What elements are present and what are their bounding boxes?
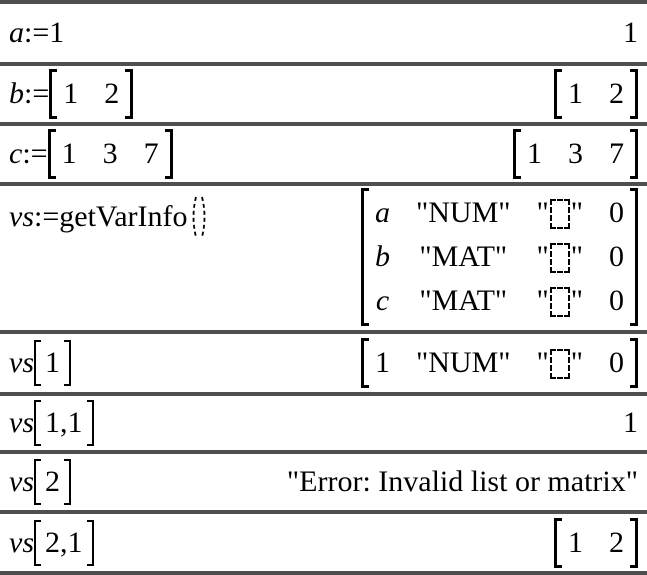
matrix-cell (609, 279, 624, 323)
variable-name: b (9, 77, 24, 110)
variable-name: c (9, 137, 23, 170)
index-value: 1,1 (45, 406, 83, 439)
matrix-bracket-right-icon (125, 69, 133, 119)
matrix-cell (416, 341, 511, 385)
history-row[interactable] (0, 396, 647, 454)
history-row[interactable] (0, 514, 647, 571)
matrix-cells (369, 188, 630, 326)
result-matrix (554, 69, 638, 119)
literal-text: 2 (104, 77, 120, 110)
matrix-bracket-right-icon (165, 129, 173, 179)
variable-name: a (375, 196, 390, 229)
close-quote: " (570, 196, 583, 229)
matrix-cell (537, 279, 584, 323)
matrix-cell (375, 191, 390, 235)
variable-name: vs (9, 200, 34, 233)
literal-text: 1 (623, 406, 638, 439)
matrix-cell (375, 341, 390, 385)
matrix-cell (104, 72, 119, 116)
input-expression[interactable] (9, 459, 71, 505)
matrix-bracket-left-icon (48, 129, 56, 179)
close-quote: " (570, 346, 583, 379)
index-brackets (34, 340, 71, 386)
matrix-cells (562, 518, 630, 568)
matrix-bracket-right-icon (630, 69, 638, 119)
matrix-bracket-left-icon (361, 188, 369, 326)
quoted-string: "Error: Invalid list or matrix" (286, 465, 638, 498)
close-quote: " (570, 240, 583, 273)
matrix-cell (63, 72, 78, 116)
output-expression[interactable] (554, 518, 638, 568)
literal-text: 3 (568, 137, 583, 170)
output-expression[interactable] (623, 406, 638, 440)
matrix-cell (537, 191, 584, 235)
matrix-cell (144, 132, 159, 176)
literal-text: 2 (609, 525, 624, 559)
literal-text: 1 (61, 137, 77, 170)
matrix-bracket-left-icon (49, 69, 57, 119)
output-expression[interactable] (361, 338, 638, 388)
matrix-bracket-right-icon (64, 459, 71, 505)
matrix-cell (419, 235, 507, 279)
matrix-cell (527, 132, 542, 176)
variable-name: vs (9, 465, 34, 498)
history-row[interactable] (0, 126, 647, 186)
open-quote: " (536, 284, 549, 317)
input-expression[interactable] (9, 520, 94, 566)
matrix-cells (521, 129, 630, 179)
matrix-cell (568, 132, 583, 176)
quoted-empty-string (537, 235, 584, 279)
open-quote: " (536, 240, 549, 273)
history-row[interactable] (0, 334, 647, 396)
literal-text: 7 (143, 137, 159, 170)
literal-text: 1 (375, 346, 390, 379)
history-row[interactable] (0, 454, 647, 514)
literal-text: := (24, 77, 50, 110)
literal-text: :=getVarInfo (34, 200, 188, 233)
history-row[interactable] (0, 4, 647, 66)
matrix-cell (609, 72, 624, 116)
literal-text: 1 (568, 525, 583, 559)
quoted-empty-string (537, 341, 584, 385)
matrix-cell (568, 72, 583, 116)
open-quote: " (536, 196, 549, 229)
input-expression[interactable] (9, 194, 210, 240)
index-value: 1 (45, 346, 60, 379)
result-matrix (48, 129, 173, 179)
literal-text: 0 (609, 196, 624, 229)
matrix-bracket-right-icon (630, 188, 638, 326)
index-value: 2,1 (45, 525, 83, 559)
result-matrix (361, 338, 638, 388)
variable-name: vs (9, 525, 34, 559)
empty-string-placeholder-icon (550, 287, 570, 317)
matrix-cell (376, 279, 389, 323)
result-matrix (361, 188, 638, 326)
matrix-cell (103, 132, 118, 176)
matrix-cells (369, 338, 630, 388)
result-matrix (513, 129, 638, 179)
matrix-bracket-right-icon (64, 340, 71, 386)
matrix-bracket-right-icon (630, 338, 638, 388)
matrix-cells (56, 129, 165, 179)
literal-text: 0 (609, 346, 624, 379)
matrix-cell (62, 132, 77, 176)
matrix-cells (57, 69, 125, 119)
matrix-cell (609, 235, 624, 279)
input-expression[interactable] (9, 16, 64, 50)
matrix-cell (537, 235, 584, 279)
close-quote: " (570, 284, 583, 317)
input-expression[interactable] (9, 400, 94, 446)
index-brackets (34, 520, 94, 566)
literal-text: 3 (102, 137, 118, 170)
matrix-cell (609, 132, 624, 176)
result-matrix (49, 69, 133, 119)
matrix-cell (419, 279, 507, 323)
literal-text: 1 (49, 16, 65, 49)
literal-text: 1 (568, 77, 583, 110)
quoted-empty-string (537, 191, 584, 235)
literal-text: 1 (623, 16, 638, 49)
matrix-cell (568, 521, 583, 565)
matrix-bracket-left-icon (361, 338, 369, 388)
output-expression[interactable] (513, 129, 638, 179)
matrix-cell (416, 191, 511, 235)
matrix-bracket-left-icon (34, 459, 41, 505)
matrix-bracket-right-icon (630, 129, 638, 179)
matrix-cell (375, 235, 390, 279)
result-matrix (554, 518, 638, 568)
quoted-string: "NUM" (416, 346, 511, 379)
empty-string-placeholder-icon (550, 349, 570, 379)
input-expression[interactable] (9, 340, 71, 386)
quoted-empty-string (537, 279, 584, 323)
open-quote: " (536, 346, 549, 379)
literal-text: 1 (527, 137, 542, 170)
matrix-bracket-left-icon (513, 129, 521, 179)
output-expression[interactable] (554, 69, 638, 119)
literal-text: 1 (63, 77, 79, 110)
output-expression[interactable] (623, 16, 638, 50)
matrix-cell (609, 191, 624, 235)
output-expression[interactable] (361, 188, 638, 326)
variable-name: c (375, 284, 390, 317)
quoted-string: "MAT" (419, 240, 508, 273)
matrix-cells (562, 69, 630, 119)
matrix-bracket-left-icon (34, 520, 41, 566)
matrix-bracket-right-icon (87, 520, 94, 566)
index-value: 2 (45, 465, 60, 498)
output-expression[interactable] (287, 465, 638, 499)
empty-parentheses-icon (188, 194, 210, 240)
matrix-cell (609, 341, 624, 385)
literal-text: 7 (609, 137, 624, 170)
matrix-bracket-left-icon (34, 400, 41, 446)
variable-name: vs (9, 406, 34, 439)
history-row[interactable] (0, 66, 647, 126)
literal-text: := (24, 16, 50, 49)
history-row[interactable] (0, 186, 647, 334)
matrix-bracket-right-icon (87, 400, 94, 446)
empty-string-placeholder-icon (550, 243, 570, 273)
variable-name: b (375, 240, 390, 273)
matrix-bracket-left-icon (34, 340, 41, 386)
empty-string-placeholder-icon (550, 199, 570, 229)
index-brackets (34, 459, 71, 505)
matrix-cell (537, 341, 584, 385)
literal-text: 0 (609, 284, 624, 317)
input-expression[interactable] (9, 129, 173, 179)
quoted-string: "MAT" (419, 284, 508, 317)
input-expression[interactable] (9, 69, 133, 119)
quoted-string: "NUM" (416, 196, 511, 229)
literal-text: := (22, 137, 48, 170)
variable-name: vs (9, 346, 34, 379)
matrix-cell (609, 521, 624, 565)
matrix-bracket-right-icon (630, 518, 638, 568)
matrix-bracket-left-icon (554, 518, 562, 568)
literal-text: 2 (609, 77, 624, 110)
matrix-bracket-left-icon (554, 69, 562, 119)
literal-text: 0 (609, 240, 624, 273)
index-brackets (34, 400, 94, 446)
variable-name: a (9, 16, 24, 49)
